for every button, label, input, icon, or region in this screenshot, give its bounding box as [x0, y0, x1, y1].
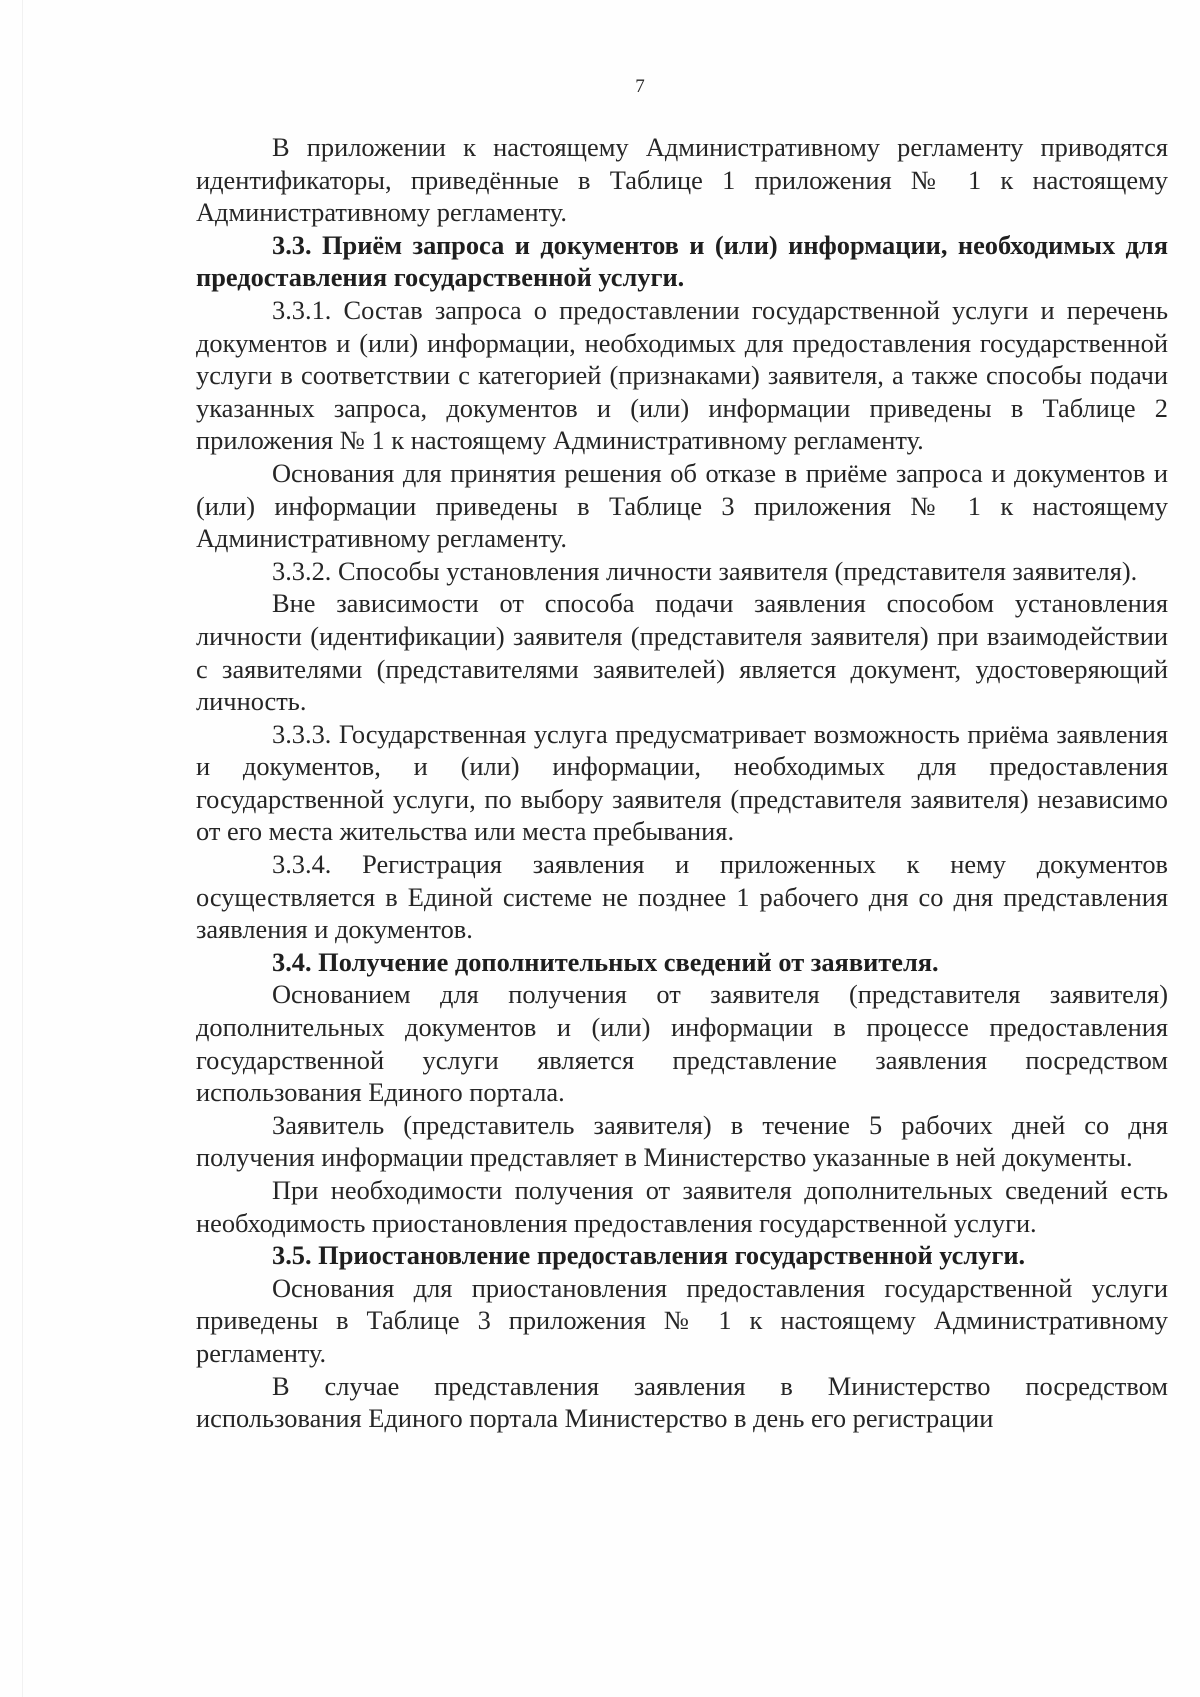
- paragraph-identity-document: Вне зависимости от способа подачи заявления способом установления личности (идентификации) заявителя (представителя заявителя) при взаимодействии с заявителями (представителями заявителей) является документ, удостоверяющий личность.: [196, 588, 1168, 717]
- paragraph-suspension-grounds: Основания для приостановления предоставления государственной услуги приведены в Таблице 3 приложения № 1 к настоящему Административному регламенту.: [196, 1272, 1168, 1368]
- section-heading-3-4: 3.4. Получение дополнительных сведений от заявителя.: [272, 946, 939, 977]
- paragraph-suspension-need: При необходимости получения от заявителя дополнительных сведений есть необходимость приостановления предоставления государственной услуги.: [196, 1175, 1168, 1238]
- page-number: 7: [635, 76, 645, 97]
- paragraph-3-3-2: 3.3.2. Способы установления личности заявителя (представителя заявителя).: [272, 555, 1138, 586]
- section-heading-3-3: 3.3. Приём запроса и документов и (или) информации, необходимых для предоставления государственной услуги.: [196, 229, 1168, 293]
- paragraph-applicant-deadline: Заявитель (представитель заявителя) в течение 5 рабочих дней со дня получения информации представляет в Министерство указанные в ней документы.: [196, 1109, 1168, 1173]
- paragraph-refusal-grounds: Основания для принятия решения об отказе в приёме запроса и документов и (или) информации приведены в Таблице 3 приложения № 1 к настоящему Административному регламенту.: [196, 457, 1168, 554]
- section-heading-3-5: 3.5. Приостановление предоставления государственной услуги.: [272, 1240, 1026, 1271]
- paragraph-appendix-identifiers: В приложении к настоящему Административному регламенту приводятся идентификаторы, приведённые в Таблице 1 приложения № 1 к настоящему Административному регламенту.: [196, 132, 1168, 228]
- paragraph-additional-docs-basis: Основанием для получения от заявителя (представителя заявителя) дополнительных документов и (или) информации в процессе предоставления государственной услуги является представление заявления посредством использования Единого портала.: [196, 979, 1168, 1108]
- paragraph-portal-submission: В случае представления заявления в Министерство посредством использования Единого портала Министерство в день его регистрации: [196, 1370, 1168, 1434]
- paragraph-3-3-3: 3.3.3. Государственная услуга предусматривает возможность приёма заявления и документов, и (или) информации, необходимых для предоставления государственной услуги, по выбору заявителя (представителя заявителя) независимо от его места жительства или места пребывания.: [196, 718, 1168, 847]
- paragraph-3-3-4: 3.3.4. Регистрация заявления и приложенных к нему документов осуществляется в Единой системе не позднее 1 рабочего дня со дня представления заявления и документов.: [196, 849, 1168, 945]
- paragraph-3-3-1: 3.3.1. Состав запроса о предоставлении государственной услуги и перечень документов и (или) информации, необходимых для предоставления государственной услуги в соответствии с категорией (признаками) заявителя, а также способы подачи указанных запроса, документов и (или) информации приведены в Таблице 2 приложения № 1 к настоящему Административному регламенту.: [196, 294, 1168, 456]
- document-body: [196, 131, 1168, 1435]
- scan-edge: [22, 0, 23, 1697]
